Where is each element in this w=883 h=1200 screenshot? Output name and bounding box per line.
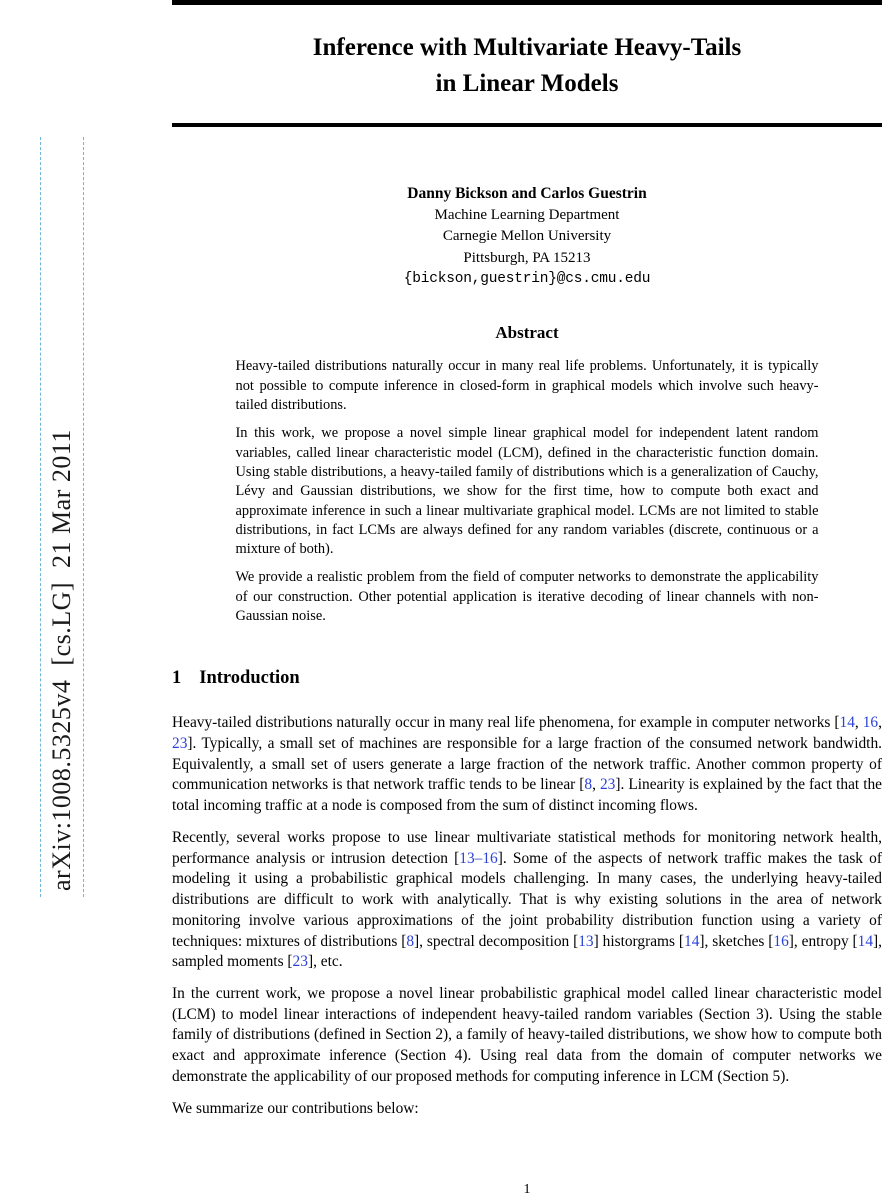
citation-link[interactable]: 16 bbox=[862, 714, 879, 732]
paper-content bbox=[172, 0, 882, 1200]
title-rule bbox=[172, 123, 882, 127]
abstract-paragraph: Heavy-tailed distributions naturally occur in many real life problems. Unfortunately, it is typically not possible to compute inference in closed-form in graphical models which involve such heavy-tailed distributions. bbox=[235, 358, 819, 414]
arxiv-date: 21 Mar 2011 bbox=[47, 429, 76, 568]
text-run: ], entropy [ bbox=[788, 932, 858, 950]
abstract-heading: Abstract bbox=[495, 323, 559, 343]
title-line-2: in Linear Models bbox=[435, 69, 619, 97]
citation-link[interactable]: 14 bbox=[839, 714, 855, 732]
arxiv-id: arXiv:1008.5325v4 bbox=[47, 679, 76, 891]
text-run: ]. Linearity is explained by the fact that the total incoming traffic at a node is composed from the sum of distinct incoming flows. bbox=[172, 776, 882, 815]
body-paragraph-2 bbox=[172, 828, 882, 973]
body-paragraph-3: In the current work, we propose a novel linear probabilistic graphical model called linear characteristic model (LCM) to model linear interactions of independent heavy-tailed random variables (Section 3). Using the stable family of distributions (defined in Section 2), a family of heavy-tailed distributions, we show how to compute both exact and approximate inference (Section 4). Using real data from the domain of computer networks we demonstrate the applicability of our proposed methods for computing inference in LCM (Section 5). bbox=[172, 984, 882, 1085]
citation-link[interactable]: 23 bbox=[172, 735, 188, 753]
text-run: , bbox=[878, 714, 882, 732]
section-number: 1 bbox=[172, 668, 182, 689]
citation-link[interactable]: 8 bbox=[406, 932, 415, 950]
text-run: ], etc. bbox=[307, 953, 343, 971]
section-body bbox=[172, 713, 882, 1119]
text-run: , bbox=[854, 714, 863, 732]
text-run: , bbox=[592, 776, 600, 794]
citation-link[interactable]: 14 bbox=[684, 932, 700, 950]
title-line-1: Inference with Multivariate Heavy-Tails bbox=[312, 34, 742, 61]
citation-link[interactable]: 16 bbox=[773, 932, 789, 950]
author-names: Danny Bickson and Carlos Guestrin bbox=[407, 185, 647, 202]
text-run: ] historgrams [ bbox=[593, 932, 685, 950]
author-department: Machine Learning Department bbox=[434, 207, 620, 223]
citation-link[interactable]: 23 bbox=[292, 953, 308, 971]
arxiv-category: [cs.LG] bbox=[47, 581, 76, 666]
section-heading bbox=[172, 668, 882, 689]
author-email: {bickson,guestrin}@cs.cmu.edu bbox=[403, 270, 651, 287]
author-city: Pittsburgh, PA 15213 bbox=[463, 249, 591, 266]
text-run: ], spectral decomposition [ bbox=[414, 932, 579, 950]
page-number: 1 bbox=[523, 1182, 531, 1197]
section-title: Introduction bbox=[199, 668, 300, 689]
text-run: ]. Some of the aspects of network traffic makes the task of modeling it using a probabilistic graphical models challenging. In many cases, the underlying heavy-tailed distributions are difficult to work with analytically. That is why existing solutions in the area of network monitoring involve various approximations of the joint probability distribution function using a variety of techniques: mixtures of distributions [ bbox=[172, 849, 882, 950]
author-university: Carnegie Mellon University bbox=[442, 228, 612, 245]
text-run: ], sampled moments [ bbox=[172, 932, 883, 971]
abstract-paragraph: In this work, we propose a novel simple linear graphical model for independent latent random variables, called linear characteristic model (LCM), defined in the characteristic function domain. Using stable distributions, a heavy-tailed family of distributions which is a generalization of Cauchy, Lévy and Gaussian distributions, we show for the first time, how to compute both exact and approximate inference in such a linear multivariate graphical model. LCMs are not limited to stable distributions, in fact LCMs are always defined for any random variables (discrete, continuous or a mixture of both). bbox=[235, 425, 819, 558]
citation-link[interactable]: 8 bbox=[584, 776, 593, 794]
text-run: ]. Typically, a small set of machines are responsible for a large fraction of the consumed network bandwidth. Equivalently, a small set of users generate a large fraction of the network traffic. Another common property of communication networks is that network traffic tends to be linear [ bbox=[172, 735, 882, 794]
body-paragraph-1 bbox=[172, 713, 882, 817]
page-title bbox=[172, 30, 882, 101]
citation-link[interactable]: 13–16 bbox=[459, 849, 498, 867]
abstract-paragraph: We provide a realistic problem from the field of computer networks to demonstrate the applicability of our construction. Other potential application is iterative decoding of linear channels with non-Gaussian noise. bbox=[235, 569, 819, 625]
citation-link[interactable]: 13 bbox=[578, 932, 594, 950]
text-run: ], sketches [ bbox=[699, 932, 774, 950]
citation-link[interactable]: 14 bbox=[857, 932, 874, 950]
author-block bbox=[172, 183, 882, 289]
abstract-body bbox=[236, 357, 819, 626]
text-run: Heavy-tailed distributions naturally occur in many real life phenomena, for example in computer networks [ bbox=[172, 714, 840, 732]
arxiv-stamp bbox=[40, 137, 84, 897]
citation-link[interactable]: 23 bbox=[599, 776, 616, 794]
body-paragraph-4: We summarize our contributions below: bbox=[172, 1099, 419, 1117]
text-run: Recently, several works propose to use linear multivariate statistical methods for monitoring network health, performance analysis or intrusion detection [ bbox=[172, 828, 882, 867]
